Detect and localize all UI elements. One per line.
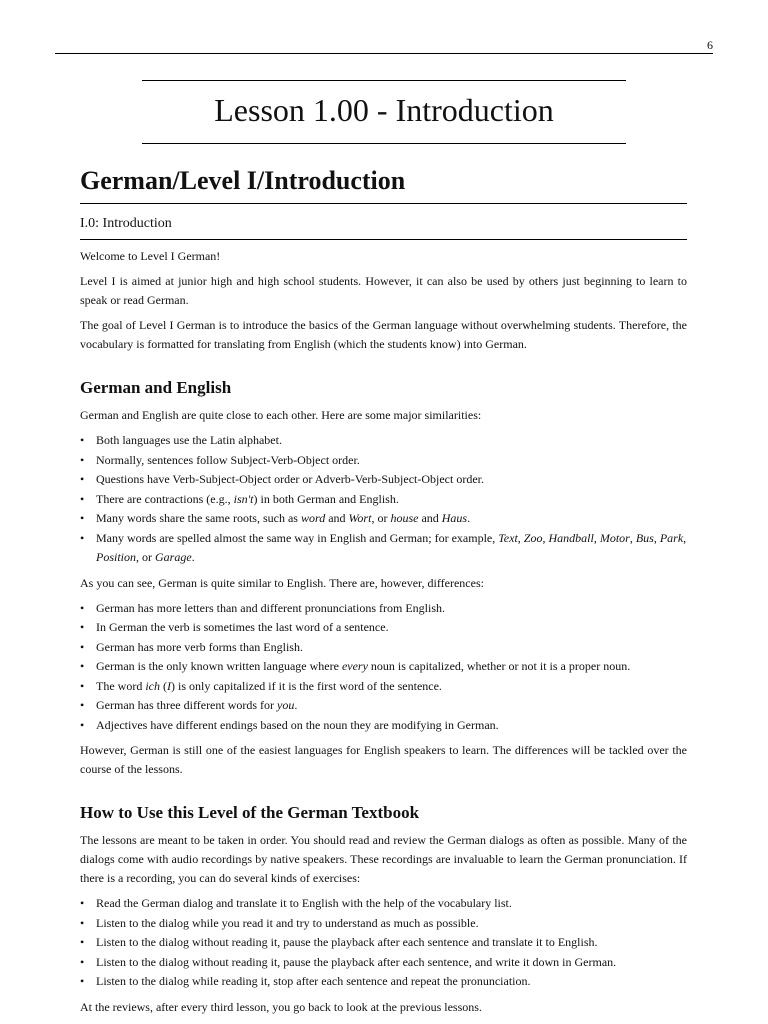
list-item: • Adjectives have different endings based on the noun they are modifying in German.: [80, 716, 687, 736]
list-item: • The word ich (I) is only capitalized if it is the first word of the sentence.: [80, 677, 687, 697]
how-to-use-lead: The lessons are meant to be taken in order. You should read and review the German dialogs as often as possible. Many of the dialogs come with audio recordings by native speakers. These recordings are invaluable to learn the German pronunciation. If there is a recording, you can do several kinds of exercises:: [80, 833, 687, 885]
header-rule: [55, 53, 713, 54]
list-item: • There are contractions (e.g., isn't) in both German and English.: [80, 490, 687, 510]
list-item: • Listen to the dialog while you read it and try to understand as much as possible.: [80, 914, 687, 934]
list-item: • German has three different words for you.: [80, 696, 687, 716]
list-item: • Listen to the dialog while reading it, stop after each sentence and repeat the pronunciation.: [80, 972, 687, 992]
german-english-heading: German and English: [80, 378, 232, 397]
differences-lead: As you can see, German is quite similar to English. There are, however, differences:: [80, 575, 484, 590]
lesson-title-rule-top: [142, 80, 626, 81]
list-item: • Many words share the same roots, such as word and Wort, or house and Haus.: [80, 509, 687, 529]
section-label: I.0: Introduction: [80, 216, 172, 231]
section-label-rule: [80, 239, 687, 240]
page-content: [80, 166, 687, 1023]
list-item: • German is the only known written language where every noun is capitalized, whether or not it is a proper noun.: [80, 657, 687, 677]
list-item: • Listen to the dialog without reading it, pause the playback after each sentence and translate it to English.: [80, 933, 687, 953]
list-item: • Normally, sentences follow Subject-Verb-Object order.: [80, 451, 687, 471]
list-item: • Read the German dialog and translate it to English with the help of the vocabulary list.: [80, 894, 687, 914]
page-number: 6: [707, 38, 713, 52]
differences-list: [80, 599, 687, 736]
how-to-use-closing: At the reviews, after every third lesson, you go back to look at the previous lessons.: [80, 999, 482, 1014]
list-item: • Many words are spelled almost the same way in English and German; for example, Text, Zoo, Handball, Motor, Bus, Park, Position, or Garage.: [80, 529, 687, 568]
list-item: • German has more letters than and different pronunciations from English.: [80, 599, 687, 619]
audience-paragraph: Level I is aimed at junior high and high school students. However, it can also be used by others just beginning to learn to speak or read German.: [80, 274, 687, 307]
list-item: • German has more verb forms than English.: [80, 638, 687, 658]
goal-paragraph: The goal of Level I German is to introduce the basics of the German language without overwhelming students. Therefore, the vocabulary is formatted for translating from English (which the students know) into German.: [80, 318, 687, 351]
german-english-closing: However, German is still one of the easiest languages for English speakers to learn. The differences will be tackled over the course of the lessons.: [80, 743, 687, 776]
lesson-title: Lesson 1.00 - Introduction: [214, 92, 554, 128]
main-title: German/Level I/Introduction: [80, 166, 406, 195]
list-item: • Both languages use the Latin alphabet.: [80, 431, 687, 451]
list-item: • In German the verb is sometimes the last word of a sentence.: [80, 618, 687, 638]
list-item: • Questions have Verb-Subject-Object order or Adverb-Verb-Subject-Object order.: [80, 470, 687, 490]
similarities-list: [80, 431, 687, 568]
exercises-list: [80, 894, 687, 992]
lesson-title-rule-bottom: [142, 143, 626, 144]
list-item: • Listen to the dialog without reading it, pause the playback after each sentence, and write it down in German.: [80, 953, 687, 973]
welcome-paragraph: Welcome to Level I German!: [80, 249, 221, 263]
similarities-lead: German and English are quite close to each other. Here are some major similarities:: [80, 408, 482, 422]
main-title-rule: [80, 203, 687, 204]
how-to-use-heading: How to Use this Level of the German Textbook: [80, 803, 420, 822]
